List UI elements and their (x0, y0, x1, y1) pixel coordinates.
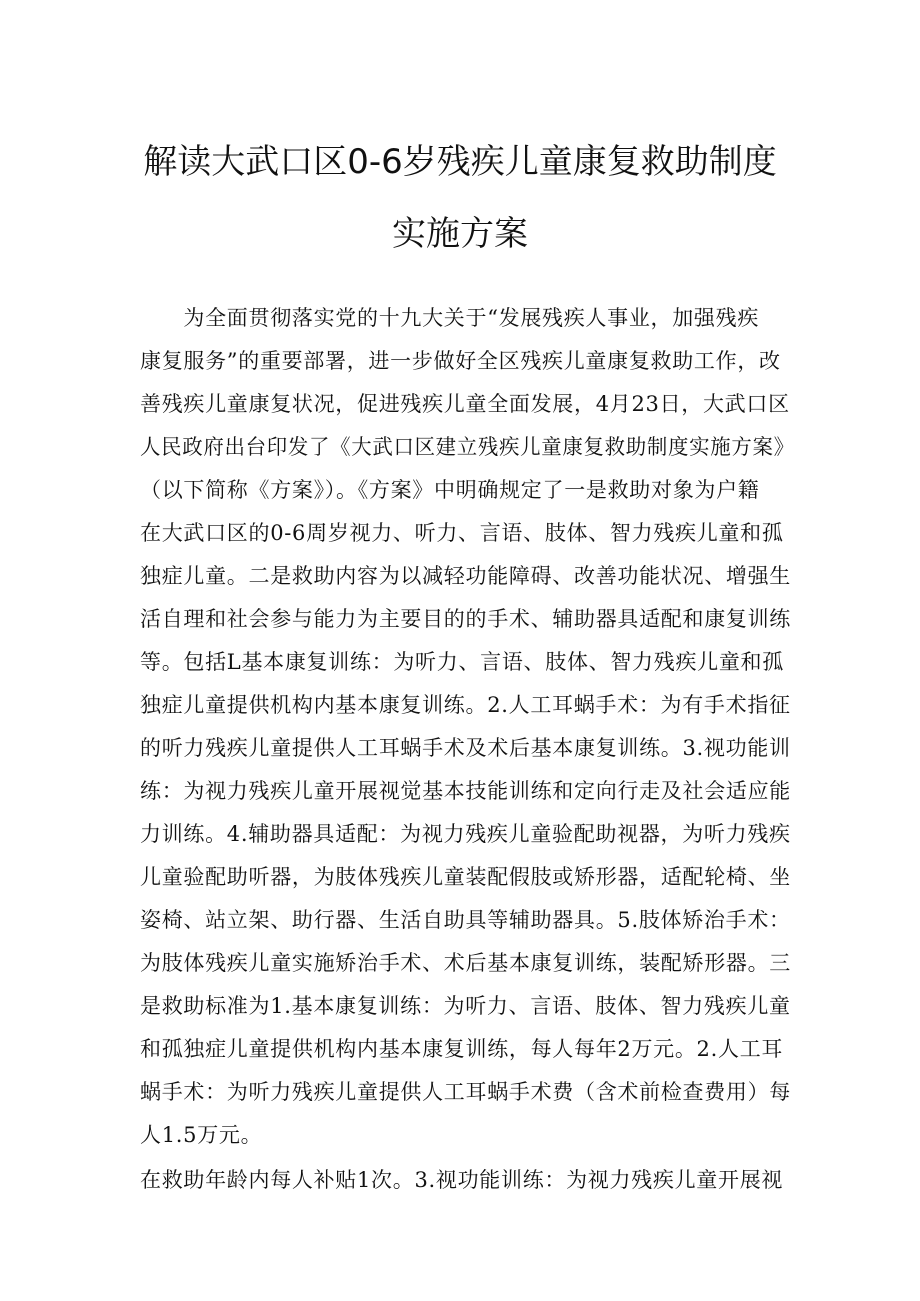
body-line: 活自理和社会参与能力为主要目的的手术、辅助器具适配和康复训练 (140, 607, 791, 631)
body-line: （以下简称《方案》）。《方案》中明确规定了一是救助对象为户籍 (140, 478, 760, 502)
body-line: 康复服务”的重要部署，进一步做好全区残疾儿童康复救助工作，改 (140, 349, 781, 373)
body-line: 在救助年龄内每人补贴1次。3.视功能训练：为视力残疾儿童开展视 (140, 1168, 784, 1192)
document-title-line-2: 实施方案 (392, 214, 528, 254)
body-line: 练：为视力残疾儿童开展视觉基本技能训练和定向行走及社会适应能 (140, 779, 791, 803)
body-line: 在大武口区的0-6周岁视力、听力、言语、肢体、智力残疾儿童和孤 (140, 521, 784, 545)
body-line: 独症儿童提供机构内基本康复训练。2.人工耳蜗手术：为有手术指征 (140, 693, 791, 717)
body-line: 为肢体残疾儿童实施矫治手术、术后基本康复训练，装配矫形器。三 (140, 951, 791, 975)
body-line: 人民政府出台印发了《大武口区建立残疾儿童康复救助制度实施方案》 (140, 435, 795, 459)
document-title-line-1: 解读大武口区0-6岁残疾儿童康复救助制度 (143, 142, 777, 182)
body-line: 的听力残疾儿童提供人工耳蜗手术及术后基本康复训练。3.视功能训 (140, 736, 791, 760)
body-line: 是救助标准为1.基本康复训练：为听力、言语、肢体、智力残疾儿童 (140, 994, 791, 1018)
body-line: 善残疾儿童康复状况，促进残疾儿童全面发展，4月23日，大武口区 (140, 392, 790, 416)
body-line: 力训练。4.辅助器具适配：为视力残疾儿童验配助视器，为听力残疾 (140, 822, 791, 846)
body-line: 蜗手术：为听力残疾儿童提供人工耳蜗手术费（含术前检查费用）每 (140, 1080, 791, 1104)
body-line: 等。包括L基本康复训练：为听力、言语、肢体、智力残疾儿童和孤 (140, 650, 784, 674)
body-line: 和孤独症儿童提供机构内基本康复训练，每人每年2万元。2.人工耳 (140, 1037, 784, 1061)
body-line: 姿椅、站立架、助行器、生活自助具等辅助器具。5.肢体矫治手术： (140, 908, 791, 932)
body-line: 儿童验配助听器，为肢体残疾儿童装配假肢或矫形器，适配轮椅、坐 (140, 865, 791, 889)
body-line: 人1.5万元。 (140, 1123, 263, 1147)
body-line: 为全面贯彻落实党的十九大关于“发展残疾人事业，加强残疾 (140, 306, 760, 330)
body-line: 独症儿童。二是救助内容为以减轻功能障碍、改善功能状况、增强生 (140, 564, 791, 588)
